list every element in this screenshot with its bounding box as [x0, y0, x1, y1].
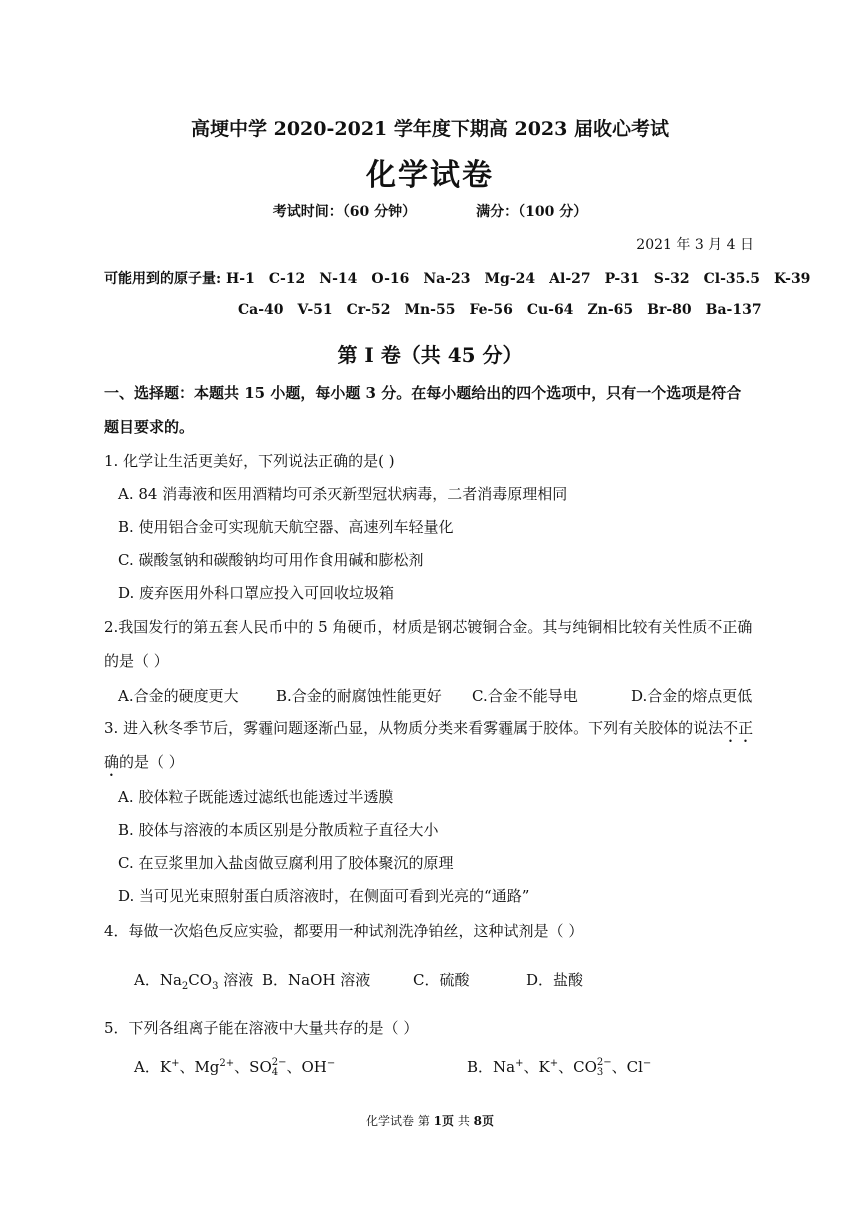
ion: 、CO [558, 1058, 597, 1076]
q5-option-b-label: B． [467, 1058, 494, 1076]
section-title: 第 I 卷（共 45 分） [337, 343, 523, 367]
q2-option-c: C.合金不能导电 [472, 687, 578, 705]
footer-text: 共 [454, 1114, 474, 1128]
q2-option-a: A.合金的硬度更大 [118, 687, 239, 705]
atomic-mass: H-1 [226, 271, 255, 287]
atomic-mass: S-32 [653, 271, 690, 287]
atomic-masses-line-2 [238, 302, 776, 318]
atomic-mass: P-31 [604, 271, 640, 287]
atomic-mass: Cu-64 [526, 302, 574, 318]
ion: 、Cl [611, 1058, 643, 1076]
page-number: 1页 [433, 1114, 454, 1128]
ion: Na [493, 1058, 516, 1076]
q4-option-d: D．盐酸 [526, 971, 584, 989]
subscript: 3 [212, 981, 219, 992]
q3-option-c: C. 在豆浆里加入盐卤做豆腐利用了胶体聚沉的原理 [118, 854, 454, 872]
atomic-mass: Mg-24 [484, 271, 536, 287]
q4-stem: 4．每做一次焰色反应实验，都要用一种试剂洗净铂丝，这种试剂是（ ） [104, 922, 584, 940]
superscript: 2− [596, 1057, 612, 1068]
q4-option-b: B．NaOH 溶液 [262, 971, 371, 989]
atomic-masses-line-1 [104, 268, 824, 288]
q5-stem: 5．下列各组离子能在溶液中大量共存的是（ ） [104, 1019, 419, 1037]
atomic-mass: Zn-65 [587, 302, 634, 318]
superscript: 2− [271, 1057, 287, 1068]
atomic-mass: C-12 [268, 271, 306, 287]
q4-option-a-text: 溶液 [218, 971, 254, 989]
q3-option-b: B. 胶体与溶液的本质区别是分散质粒子直径大小 [118, 821, 439, 839]
q4-option-a-text: CO [188, 971, 213, 989]
atomic-masses-label: 可能用到的原子量: [104, 271, 222, 287]
superscript: 2+ [219, 1058, 235, 1069]
q5-option-a-label: A． [134, 1058, 160, 1076]
ion: 、SO [234, 1058, 272, 1076]
atomic-mass: Br-80 [647, 302, 692, 318]
q1-option-a: A. 84 消毒液和医用酒精均可杀灭新型冠状病毒，二者消毒原理相同 [118, 485, 568, 503]
q5-option-a [134, 1056, 335, 1078]
ion: 、OH [286, 1058, 327, 1076]
page-footer [0, 1112, 860, 1129]
paper-title: 化学试卷 [366, 158, 494, 193]
section-instructions: 一、选择题：本题共 15 小题，每小题 3 分。在每小题给出的四个选项中，只有一个选项是符合题目要求的。 [104, 384, 742, 436]
exam-meta [0, 201, 860, 221]
superscript: + [549, 1058, 559, 1069]
q1-option-b: B. 使用铝合金可实现航天航空器、高速列车轻量化 [118, 518, 454, 536]
q3-stem-line-2 [104, 751, 184, 780]
atomic-mass: Cr-52 [346, 302, 391, 318]
q3-emphasis: 不正 [723, 719, 754, 737]
exam-date: 2021 年 3 月 4 日 [636, 237, 754, 253]
q2-stem-line-2: 的是（ ） [104, 652, 169, 670]
q1-stem: 1. 化学让生活更美好，下列说法正确的是( ) [104, 452, 395, 470]
q2-option-d: D.合金的熔点更低 [631, 687, 753, 705]
ion: 、K [523, 1058, 550, 1076]
ion: K [159, 1058, 172, 1076]
superscript: − [642, 1058, 652, 1069]
exam-time: 考试时间：（60 分钟） [272, 204, 417, 220]
superscript: + [171, 1058, 180, 1069]
full-score: 满分：（100 分） [476, 204, 588, 220]
q4-option-c: C．硫酸 [413, 971, 470, 989]
page-total: 8页 [473, 1114, 494, 1128]
atomic-mass: K-39 [773, 271, 811, 287]
q3-stem-text: 3. 进入秋冬季节后，雾霾问题逐渐凸显，从物质分类来看雾霾属于胶体。下列有关胶体的说法 [104, 719, 724, 737]
q4-option-a [134, 969, 253, 992]
atomic-mass: Fe-56 [469, 302, 513, 318]
q4-option-a-text: A．Na [134, 971, 182, 989]
q3-stem-line-1 [104, 717, 753, 746]
subscript: 4 [271, 1067, 279, 1078]
q2-stem-line-1: 2.我国发行的第五套人民币中的 5 角硬币，材质是钢芯镀铜合金。其与纯铜相比较有关性质不正确 [104, 618, 753, 636]
q3-emphasis: 确 [104, 753, 120, 771]
q2-option-b: B.合金的耐腐蚀性能更好 [276, 687, 442, 705]
q5-option-b [467, 1056, 651, 1078]
q1-option-d: D. 废弃医用外科口罩应投入可回收垃圾箱 [118, 584, 395, 602]
q3-option-a: A. 胶体粒子既能透过滤纸也能透过半透膜 [118, 788, 394, 806]
ion: 、Mg [179, 1058, 220, 1076]
atomic-mass: Ba-137 [705, 302, 762, 318]
superscript: − [326, 1058, 336, 1069]
atomic-mass: Mn-55 [404, 302, 456, 318]
subscript: 2 [181, 981, 189, 992]
atomic-mass: N-14 [319, 271, 358, 287]
atomic-mass: Cl-35.5 [703, 271, 760, 287]
atomic-mass: Ca-40 [238, 302, 284, 318]
footer-text: 化学试卷 第 [366, 1114, 434, 1128]
atomic-mass: O-16 [371, 271, 410, 287]
superscript: + [515, 1058, 524, 1069]
q1-option-c: C. 碳酸氢钠和碳酸钠均可用作食用碱和膨松剂 [118, 551, 424, 569]
subscript: 3 [596, 1067, 604, 1078]
q3-option-d: D. 当可见光束照射蛋白质溶液时，在侧面可看到光亮的“通路” [118, 887, 530, 905]
atomic-mass: V-51 [297, 302, 333, 318]
q3-stem-text: 的是（ ） [119, 753, 184, 771]
atomic-mass: Al-27 [549, 271, 591, 287]
atomic-mass: Na-23 [423, 271, 471, 287]
school-exam-title: 高埂中学 2020-2021 学年度下期高 2023 届收心考试 [191, 118, 669, 140]
